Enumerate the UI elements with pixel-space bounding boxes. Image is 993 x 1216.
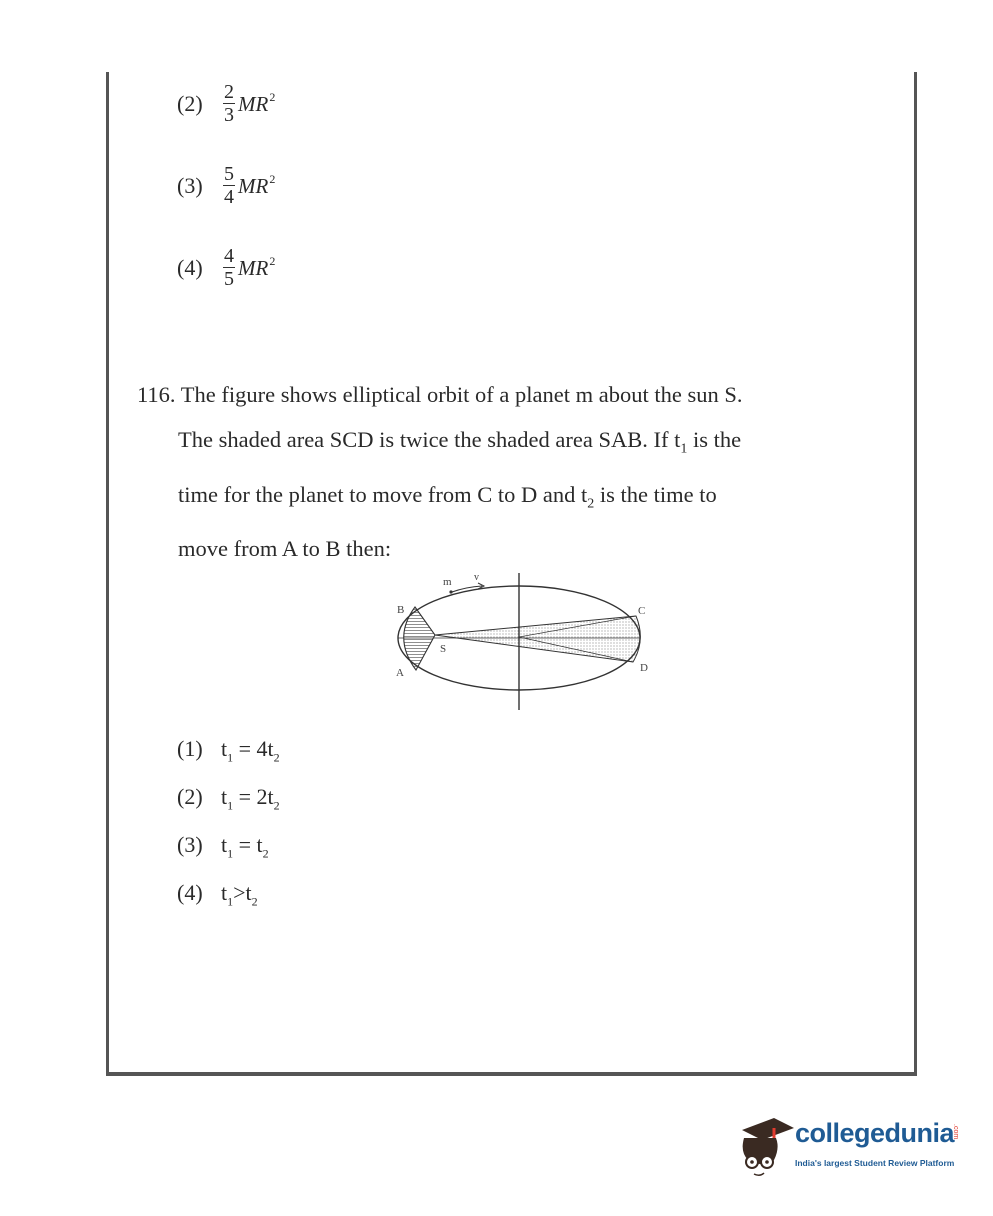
- frame-bottom-border: [106, 1072, 917, 1076]
- label-s: S: [440, 643, 447, 655]
- label-v: v: [474, 572, 479, 583]
- question-line-3: time for the planet to move from C to D and $t_2$ is the time to: [178, 481, 717, 511]
- frame-left-border: [106, 72, 109, 1076]
- orbit-diagram: [388, 570, 658, 715]
- brand-com: .com: [952, 1124, 959, 1140]
- prev-option-4: (4) $\frac{4}{5}$ $MR^2$: [177, 245, 276, 290]
- label-m: m: [443, 576, 452, 588]
- question-line-1: 116. The figure shows elliptical orbit of a planet m about the sun S.: [137, 382, 743, 407]
- prev-option-2: (2) $\frac{2}{3}$ $MR^2$: [177, 81, 276, 126]
- question-line-4: move from A to B then:: [178, 536, 392, 561]
- answer-option-1: (1) $t_1 = 4t_2$: [177, 736, 280, 765]
- answer-option-3: (3) $t_1 = t_2$: [177, 832, 269, 861]
- question-line-2: The shaded area SCD is twice the shaded area SAB. If $t_1$ is the: [178, 427, 742, 457]
- answer-option-4: (4) $t_1>t_2$: [177, 880, 258, 909]
- label-d: D: [640, 662, 648, 674]
- question-116: [137, 372, 877, 571]
- answer-option-2: (2) $t_1 = 2t_2$: [177, 784, 280, 813]
- frame-right-border: [914, 72, 917, 1076]
- label-a: A: [396, 667, 404, 679]
- fraction: $\frac{5}{4}$: [224, 163, 234, 208]
- label-c: C: [638, 605, 646, 617]
- fraction: $\frac{4}{5}$: [224, 245, 234, 290]
- brand-tagline: India's largest Student Review Platform: [795, 1158, 955, 1168]
- brand-name: collegedunia: [795, 1118, 955, 1148]
- fraction: $\frac{2}{3}$: [224, 81, 234, 126]
- shaded-area-scd: [435, 616, 640, 662]
- prev-option-3: (3) $\frac{5}{4}$ $MR^2$: [177, 163, 276, 208]
- planet-m: [449, 590, 452, 593]
- label-b: B: [397, 604, 405, 616]
